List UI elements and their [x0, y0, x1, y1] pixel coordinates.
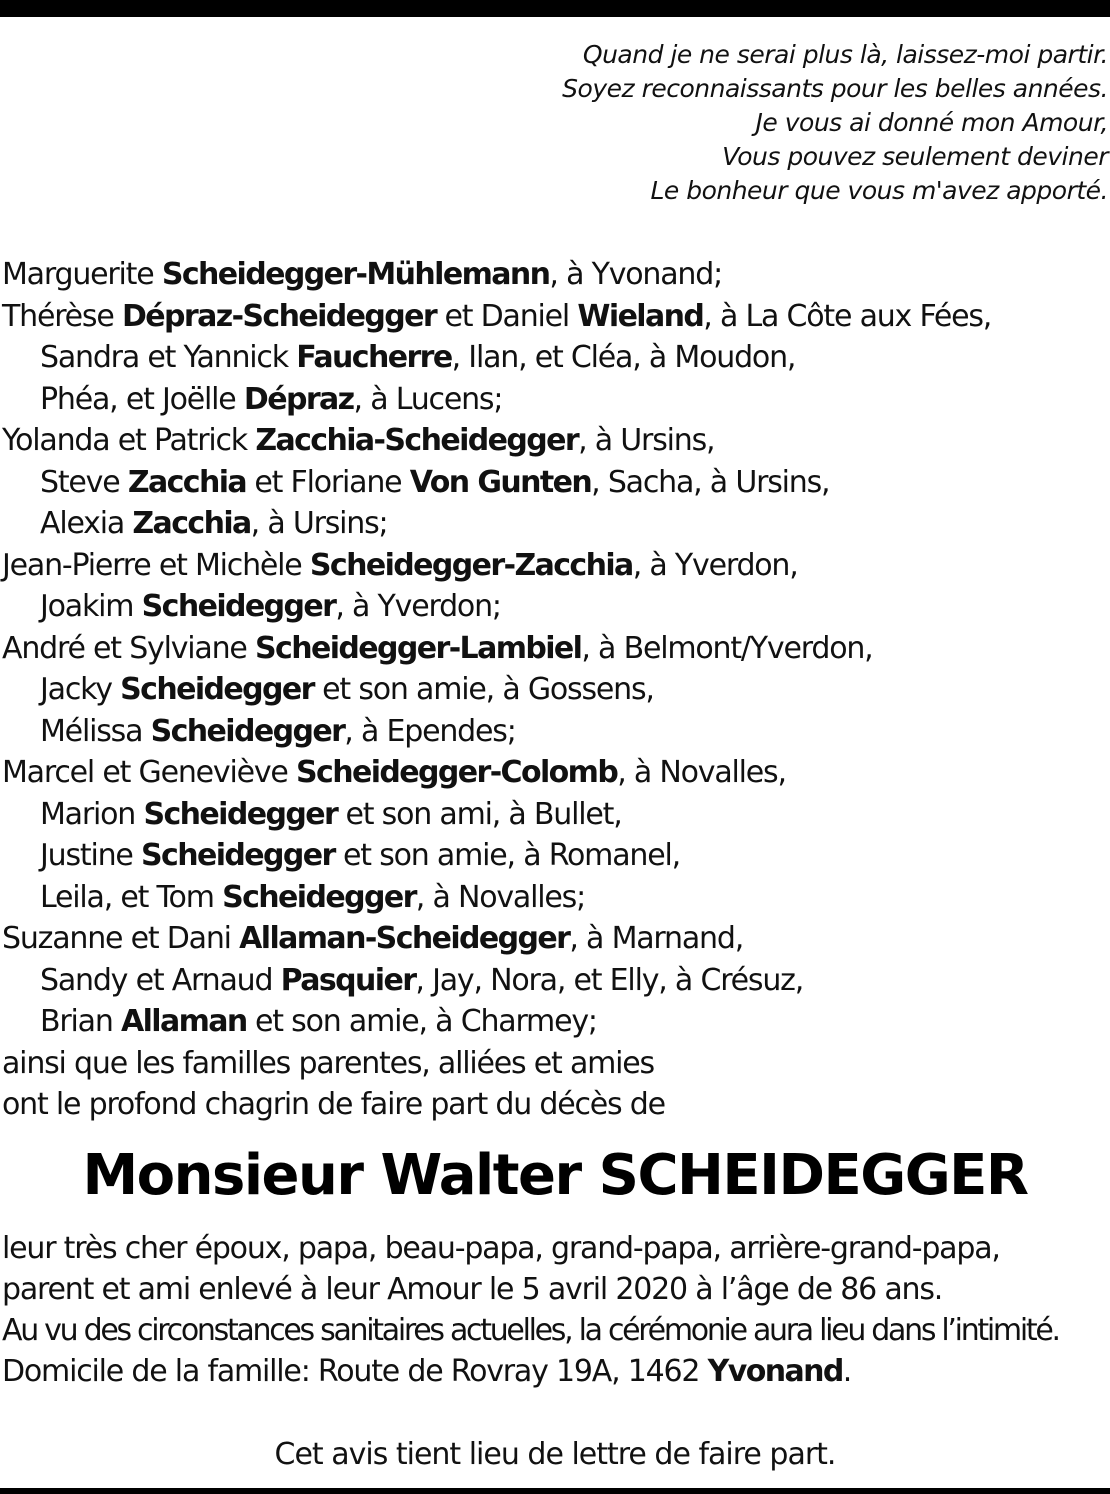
family-text: Brian — [40, 1004, 121, 1039]
family-text: et Daniel — [436, 298, 578, 334]
family-line — [2, 420, 1110, 462]
family-text: Sandy et Arnaud — [40, 962, 281, 998]
family-text: Marion — [40, 796, 144, 832]
family-text: Phéa, et Joëlle — [40, 381, 244, 417]
family-line — [2, 835, 1110, 877]
family-line — [2, 711, 1110, 753]
announcement-body — [2, 1228, 1108, 1392]
top-border-rule — [0, 0, 1110, 17]
family-surname: Zacchia-Scheidegger — [255, 423, 579, 458]
bottom-border-rule — [0, 1488, 1110, 1494]
family-line — [2, 877, 1110, 919]
family-text: Yolanda et Patrick — [2, 423, 256, 458]
family-text: , à Novalles; — [415, 879, 585, 915]
family-line — [2, 503, 1110, 545]
family-line — [2, 794, 1110, 836]
family-text: Jacky — [40, 672, 121, 707]
family-text: , Sacha, à Ursins, — [591, 464, 830, 500]
poem-line: Je vous ai donné mon Amour, — [755, 108, 1108, 137]
closing-note: Cet avis tient lieu de lettre de faire part. — [274, 1437, 836, 1472]
family-text: , Jay, Nora, et Elly, à Crésuz, — [415, 962, 804, 998]
family-text: , à Yverdon, — [632, 547, 798, 583]
family-text: , à Ependes; — [344, 713, 516, 749]
family-text: , à Yverdon; — [335, 589, 501, 624]
family-surname: Faucherre — [296, 340, 452, 375]
family-text: André et Sylviane — [2, 630, 256, 666]
family-surname: Wieland — [577, 298, 704, 334]
family-surname: Scheidegger-Zacchia — [309, 547, 633, 583]
family-text: Joakim — [40, 589, 142, 624]
family-text: et son amie, à Charmey; — [246, 1004, 597, 1039]
family-text: , à Novalles, — [617, 755, 786, 790]
family-surname: Scheidegger — [141, 589, 336, 624]
family-line — [2, 586, 1110, 628]
family-surname: Pasquier — [280, 962, 416, 998]
family-surname: Dépraz — [243, 381, 354, 417]
family-surname: Scheidegger-Mühlemann — [161, 257, 550, 292]
poem-line: Quand je ne serai plus là, laissez-moi partir. — [582, 40, 1108, 69]
family-surname: Scheidegger — [143, 796, 338, 832]
family-surname: Scheidegger-Lambiel — [255, 630, 582, 666]
family-surname: Scheidegger — [141, 838, 335, 873]
family-surname: Allaman-Scheidegger — [239, 921, 570, 956]
family-text: et son ami, à Bullet, — [337, 796, 622, 832]
poem-line: Soyez reconnaissants pour les belles années. — [562, 74, 1108, 103]
family-line — [2, 918, 1110, 960]
family-surname: Scheidegger — [222, 879, 416, 915]
family-surname: Allaman — [120, 1004, 247, 1039]
family-text: ainsi que les familles parentes, alliées et amies — [2, 1045, 654, 1081]
family-text: , à Ursins, — [578, 423, 715, 458]
family-text: Marcel et Geneviève — [2, 755, 296, 790]
family-text: Steve — [40, 464, 128, 500]
family-text: et Floriane — [246, 464, 410, 500]
family-line — [2, 545, 1110, 587]
address-text: Domicile de la famille: Route de Rovray 19A, 1462 — [2, 1354, 708, 1389]
family-text: Suzanne et Dani — [2, 921, 240, 956]
family-surname: Zacchia — [132, 506, 251, 541]
family-line — [2, 379, 1110, 421]
body-line-ceremony: Au vu des circonstances sanitaires actuelles, la cérémonie aura lieu dans l’intimité. — [2, 1313, 1059, 1348]
family-text: , à Yvonand; — [549, 257, 722, 292]
family-text: et son amie, à Gossens, — [313, 672, 654, 707]
body-line-date: parent et ami enlevé à leur Amour le 5 avril 2020 à l’âge de 86 ans. — [2, 1272, 943, 1307]
family-surname: Zacchia — [127, 464, 247, 500]
family-surname: Scheidegger — [120, 672, 314, 707]
family-line — [2, 296, 1110, 338]
address-town: Yvonand — [707, 1354, 843, 1389]
family-text: Sandra et Yannick — [40, 340, 297, 375]
family-text: , à Belmont/Yverdon, — [581, 630, 873, 666]
family-text: Alexia — [40, 506, 133, 541]
poem-line: Le bonheur que vous m'avez apporté. — [650, 176, 1108, 205]
family-text: , Ilan, et Cléa, à Moudon, — [451, 340, 796, 375]
family-text: Justine — [40, 838, 141, 873]
family-surname: Dépraz-Scheidegger — [121, 298, 437, 334]
poem — [208, 38, 1108, 208]
family-line — [2, 462, 1110, 504]
family-text: ont le profond chagrin de faire part du décès de — [2, 1087, 665, 1122]
poem-line: Vous pouvez seulement deviner — [722, 142, 1108, 171]
family-text: Jean-Pierre et Michèle — [2, 547, 310, 583]
family-line — [2, 1001, 1110, 1043]
family-text: Thérèse — [2, 298, 122, 334]
family-text: Leila, et Tom — [40, 879, 223, 915]
family-surname: Von Gunten — [409, 464, 592, 500]
family-line — [2, 1084, 1110, 1126]
family-line — [2, 752, 1110, 794]
family-line — [2, 669, 1110, 711]
family-line — [2, 254, 1110, 296]
body-line-address — [2, 1351, 1108, 1392]
family-text: et son amie, à Romanel, — [334, 838, 680, 873]
family-line — [2, 960, 1110, 1002]
family-text: , à Marnand, — [569, 921, 744, 956]
family-line — [2, 337, 1110, 379]
family-line — [2, 628, 1110, 670]
body-line-relationship: leur très cher époux, papa, beau-papa, grand-papa, arrière-grand-papa, — [2, 1231, 1000, 1266]
family-text: Marguerite — [2, 257, 162, 292]
family-text: , à Lucens; — [353, 381, 503, 417]
family-surname: Scheidegger — [150, 713, 345, 749]
family-text: Mélissa — [40, 713, 151, 749]
family-list — [2, 254, 1110, 1126]
family-text: , à Ursins; — [250, 506, 388, 541]
family-line — [2, 1043, 1110, 1085]
family-surname: Scheidegger-Colomb — [296, 755, 618, 790]
family-text: , à La Côte aux Fées, — [703, 298, 992, 334]
deceased-name: Monsieur Walter SCHEIDEGGER — [82, 1143, 1028, 1208]
address-suffix: . — [842, 1354, 852, 1389]
